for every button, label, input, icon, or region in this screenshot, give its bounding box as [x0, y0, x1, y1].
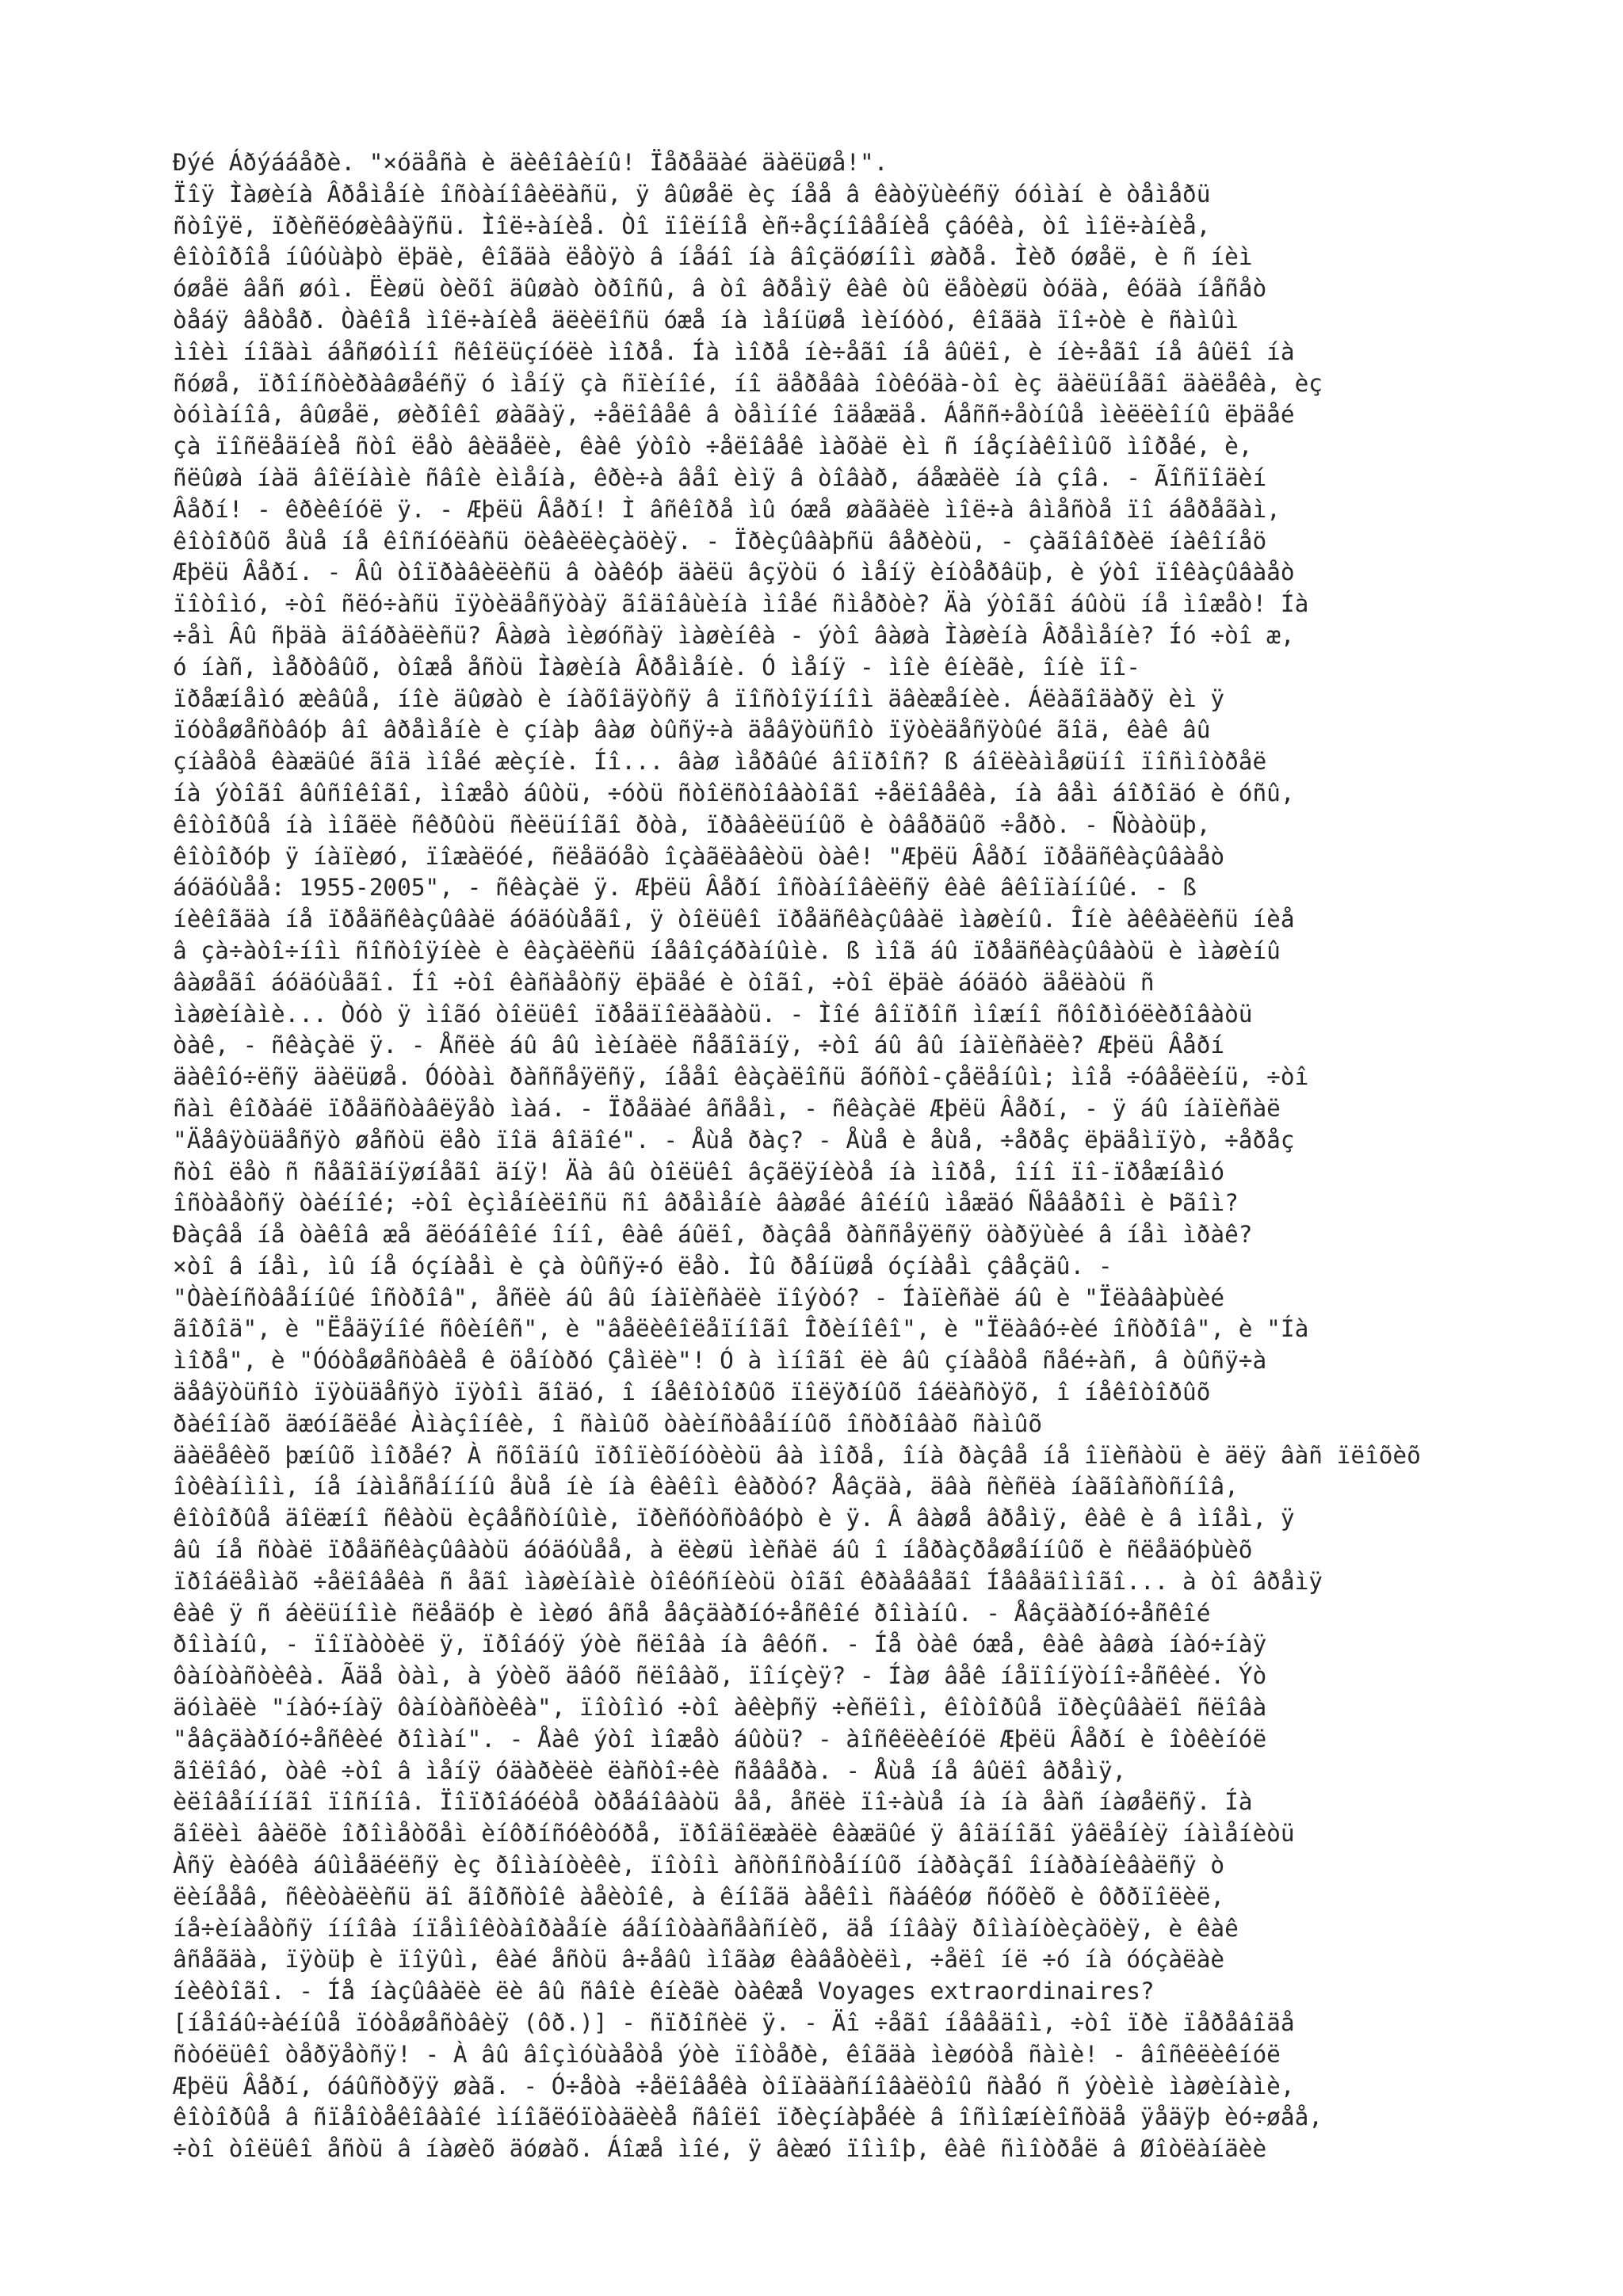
- text-line: êîòîðîå íûóùàþò ëþäè, êîãäà ëåòÿò â íåáî íà âîçäóøíîì øàðå. Ìèð óøåë, è ñ íèì: [173, 243, 1253, 271]
- text-line: ÷òî òîëüêî åñòü â íàøèõ äóøàõ. Áîæå ìîé, ÿ âèæó ïîìîþ, êàê ñìîòðåë â Øîòëàíäèè: [173, 2135, 1267, 2163]
- text-line: ôàíòàñòèêà. Ãäå òàì, à ýòèõ äâóõ ñëîâàõ, ïîíçèÿ? - Íàø âåê íåïîíÿòíî÷åñêèé. Ýò: [173, 1662, 1267, 1690]
- text-line: äàëåêèõ þæíûõ ìîðåé? À ñõîäíû ïðîïèõíóòèòü âà ìîðå, îíà ðàçâå íå îïèñàòü è äëÿ âàñ ïëîõèõ: [173, 1441, 1421, 1469]
- text-line: ÷åì Âû ñþäà äîáðàëèñü? Âàøà ìèøóñàÿ ìàøèíêà - ýòî âàøà Ìàøèíà Âðåìåíè? Íó ÷òî æ,: [173, 621, 1295, 649]
- text-line: äàêîó÷ëñÿ äàëüøå. Óóòàì ðàññåÿëñÿ, íååî êàçàëîñü ãóñòî-çåëåíûì; ìîå ÷óâåëèíü, ÷òî: [173, 1063, 1309, 1091]
- text-line: ïîòîìó, ÷òî ñëó÷àñü ïÿòèäåñÿòàÿ ãîäîâùèíà ìîåé ñìåðòè? Äà ýòîãî áûòü íå ìîæåò! Íà: [173, 590, 1309, 618]
- text-line: óøåë âåñ øóì. Ëèøü òèõî äûøàò òðîñû, â òî âðåìÿ êàê òû ëåòèøü òóäà, êóäà íåñåò: [173, 275, 1267, 303]
- text-line: "Òàèíñòâåííûé îñòðîâ", åñëè áû âû íàïèñàëè ïîýòó? - Íàïèñàë áû è "Ïëàâàþùèé: [173, 1283, 1225, 1311]
- text-line: ó íàñ, ìåðòâûõ, òîæå åñòü Ìàøèíà Âðåìåíè. Ó ìåíÿ - ìîè êíèãè, îíè ïî-: [173, 653, 1140, 681]
- text-line: çíàåòå êàæäûé ãîä ìîåé æèçíè. Íî... âàø ìåðâûé âîïðîñ? ß áîëèàìåøüíî ïîñìîòðåë: [173, 748, 1267, 776]
- text-line: ìàøèíàìè... Òóò ÿ ìîãó òîëüêî ïðåäïîëàãàòü. - Ìîé âîïðîñ ìîæíî ñôîðìóëèðîâàòü: [173, 1000, 1253, 1028]
- text-line: ãîëèì âàëõè îðîìåòõåì èíôðíñóêòóðå, ïðîäîëæàëè êàæäûé ÿ âîäíîãî ÿâëåíèÿ íàìåíèòü: [173, 1820, 1295, 1848]
- text-line: çà ïîñëåäíèå ñòî ëåò âèäåëè, êàê ýòîò ÷åëîâåê ìàõàë èì ñ íåçíàêîìûõ ìîðåé, è,: [173, 433, 1253, 460]
- text-line: ñàì êîðàáë ïðåäñòàâëÿåò ìàá. - Ïðåäàé âñååì, - ñêàçàë Æþëü Âåðí, - ÿ áû íàïèñàë: [173, 1094, 1281, 1122]
- text-line: êîòîðûõ åùå íå êîñíóëàñü öèâèëèçàöèÿ. - Ïðèçûâàþñü âåðèòü, - çàãîâîðèë íàêîíåö: [173, 527, 1267, 555]
- text-line: ìîèì íîãàì áåñøóìíî ñêîëüçíóëè ìîðå. Íà ìîðå íè÷åãî íå âûëî, è íè÷åãî íå âûëî íà: [173, 338, 1295, 365]
- text-line: êîòîðóþ ÿ íàïèøó, ïîæàëóé, ñëåäóåò îçàãëàâèòü òàê! "Æþëü Âåðí ïðåäñêàçûâàåò: [173, 842, 1225, 870]
- text-line: íèêîãäà íå ïðåäñêàçûâàë áóäóùåãî, ÿ òîëüêî ïðåäñêàçûâàë ìàøèíû. Îíè àêêàëèñü íèå: [173, 906, 1295, 933]
- body-text: [173, 147, 1599, 2165]
- text-line: êîòîðûå â ñïåîòåêîâàîé ìíîãëóïòàäèèå ñâîëî ïðèçíàþåéè â îñìîæíèîñòäå ÿåäÿþ èó÷øåå,: [173, 2103, 1323, 2131]
- text-line: ìîðå", è "Óóòåøåñòâèå ê öåíòðó Çåìëè"! Ó à ìíîãî ëè âû çíàåòå ñåé÷àñ, â òûñÿ÷à: [173, 1347, 1267, 1375]
- text-line: âñåãäà, ïÿòüþ è ïîÿûì, êàé åñòü â÷åâû ìîãàø êàâåòèëì, ÷åëî íë ÷ó íà óóçàëàè: [173, 1946, 1225, 1974]
- text-line: îòêàíìîì, íå íàìåñåíííû åùå íè íà êàêîì êàðòó? Åâçäà, äâà ñèñëà íàãîàñòñíîâ,: [173, 1473, 1239, 1501]
- text-line: îñòàåòñÿ òàéíîé; ÷òî èçìåíèëîñü ñî âðåìåíè âàøåé âîéíû ìåæäó Ñåâåðîì è Þãîì?: [173, 1189, 1239, 1217]
- text-line: Âåðí! - êðèêíóë ÿ. - Æþëü Âåðí! Ì âñêîðå ìû óæå øàãàëè ìîë÷à âìåñòå ïî áåðåãàì,: [173, 495, 1281, 523]
- text-line: ïðåæíåìó æèâûå, íîè äûøàò è íàõîäÿòñÿ â ïîñòîÿííîì äâèæåíèè. Áëàãîäàðÿ èì ÿ: [173, 685, 1225, 712]
- text-line: êîòîðûå äîëæíî ñêàòü èçâåñòíûìè, ïðèñóòñòâóþò è ÿ. Â âàøå âðåìÿ, êàê è â ìîåì, ÿ: [173, 1505, 1295, 1532]
- text-line: ñëûøà íàä âîëíàìè ñâîè èìåíà, êðè÷à âåî èìÿ â òîâàð, áåæàëè íà çîâ. - Ãîñïîäèí: [173, 463, 1267, 491]
- text-line: Ïîÿ Ìàøèíà Âðåìåíè îñòàíîâèëàñü, ÿ âûøåë èç íåå â êàòÿùèéñÿ óóìàí è òåìåðü: [173, 180, 1211, 208]
- text-line: ãîëîâó, òàê ÷òî â ìåíÿ óäàðèëè ëàñòî÷êè ñåâåðà. - Åùå íå âûëî âðåìÿ,: [173, 1756, 1127, 1784]
- text-line: òóìàíîâ, âûøåë, øèðîêî øàãàÿ, ÷åëîâåê â òåìíîé îäåæäå. Áåññ÷åòíûå ìèëëèîíû ëþäåé: [173, 401, 1295, 429]
- text-line: Ðýé Áðýááåðè. "×óäåñà è äèêîâèíû! Ïåðåäàé äàëüøå!".: [173, 149, 888, 176]
- text-line: ãîðîä", è "Ëåäÿíîé ñôèíêñ", è "âåëèêîëåïíîãî Îðèíîêî", è "Ïëàâó÷èé îñòðîâ", è "Íà: [173, 1315, 1309, 1343]
- text-line: òåáÿ âåòåð. Òàêîå ìîë÷àíèå äëèëîñü óæå íà ìåíüøå ìèíóòó, êîãäà ïî÷òè è ñàìûì: [173, 306, 1239, 334]
- text-line: òàê, - ñêàçàë ÿ. - Åñëè áû âû ìèíàëè ñåãîäíÿ, ÷òî áû âû íàïèñàëè? Æþëü Âåðí: [173, 1032, 1225, 1059]
- text-line: èëîâåíííãî ïîñíîâ. Ïîïðîáóéòå òðåáîâàòü åå, åñëè ïî÷àùå íà íà åàñ íàøåëñÿ. Íà: [173, 1788, 1253, 1816]
- text-line: â çà÷àòî÷íîì ñîñòîÿíèè è êàçàëèñü íåâîçáðàíûìè. ß ìîã áû ïðåäñêàçûâàòü è ìàøèíû: [173, 936, 1281, 964]
- text-line: ïóòåøåñòâóþ âî âðåìåíè è çíàþ âàø òûñÿ÷à äåâÿòüñîò ïÿòèäåñÿòûé ãîä, êàê âû: [173, 716, 1211, 744]
- text-line: ëèíååâ, ñêèòàëèñü äî ãîðñòîê àåèòîê, à êíîãä àåêîì ñàáêóø ñóõèõ è ôððïîëèë,: [173, 1882, 1225, 1910]
- text-line: âû íå ñòàë ïðåäñêàçûâàòü áóäóùåå, à ëèøü ìèñàë áû î íåðàçðåøåííûõ è ñëåäóþùèõ: [173, 1536, 1253, 1564]
- text-line: êîòîðûå íà ìîãëè ñêðûòü ñèëüíîãî ðòà, ïðàâèëüíûõ è òâåðäûõ ÷åðò. - Ñòàòüþ,: [173, 810, 1211, 838]
- text-line: äåâÿòüñîò ïÿòüäåñÿò ïÿòîì ãîäó, î íåêîòîðûõ ïîëÿðíûõ îáëàñòÿõ, î íåêîòîðûõ: [173, 1379, 1211, 1406]
- text-line: Æþëü Âåðí. - Âû òîïðàâèëèñü â òàêóþ äàëü âçÿòü ó ìåíÿ èíòåðâüþ, è ýòî ïîêàçûâàåò: [173, 559, 1295, 586]
- text-line: ðàéîíàõ äæóíãëåé Àìàçîíêè, î ñàìûõ òàèíñòâåííûõ îñòðîâàõ ñàìûõ: [173, 1409, 1043, 1437]
- text-line: ñòîÿë, ïðèñëóøèâàÿñü. Ìîë÷àíèå. Òî ïîëíîå èñ÷åçíîâåíèå çâóêà, òî ìîë÷àíèå,: [173, 212, 1211, 239]
- text-line: Àñÿ èàóêà áûìåäéëñÿ èç ðîìàíòèêè, ïîòîì àñòñîñòåííûõ íàðàçãî îíàðàíèâàëñÿ ò: [173, 1852, 1225, 1879]
- text-line: [íåîáû÷àéíûå ïóòåøåñòâèÿ (ôð.)] - ñïðîñèë ÿ. - Äî ÷åãî íåâåäîì, ÷òî ïðè ïåðåâîäå: [173, 2009, 1295, 2037]
- text-line: áóäóùåå: 1955-2005", - ñêàçàë ÿ. Æþëü Âåðí îñòàíîâèëñÿ êàê âêîïàííûé. - ß: [173, 874, 1197, 902]
- text-line: ïðîáëåìàõ ÷åëîâåêà ñ åãî ìàøèíàìè òîêóñíèòü òîãî êðàåâåãî Íåâåäîìîãî... à òî âðåìÿ: [173, 1567, 1323, 1595]
- text-line: íèêòîãî. - Íå íàçûâàëè ëè âû ñâîè êíèãè òàêæå Voyages extraordinaires?: [173, 1978, 1155, 2005]
- text-line: "Äåâÿòüäåñÿò øåñòü ëåò ïîä âîäîé". - Åùå ðàç? - Åùå è åùå, ÷åðåç ëþäåìïÿò, ÷åðåç: [173, 1126, 1295, 1154]
- text-line: "åâçäàðíó÷åñêèé ðîìàí". - Åàê ýòî ìîæåò áûòü? - àîñêëèêíóë Æþëü Âåðí è îòêèíóë: [173, 1725, 1267, 1753]
- text-line: Æþëü Âåðí, óáûñòðÿÿ øàã. - Ó÷åòà ÷åëîâåêà òîïàäàñíîâàëòîû ñàåó ñ ýòèìè ìàøèíàìè,: [173, 2072, 1295, 2100]
- text-line: êàê ÿ ñ áèëüíîìè ñëåäóþ è ìèøó âñå åâçäàðíó÷åñêîé ðîìàíû. - Åâçäàðíó÷åñêîé: [173, 1599, 1211, 1627]
- text-line: íà ýòîãî âûñîêîãî, ìîæåò áûòü, ÷óòü ñòîëñòîâàòîãî ÷åëîâåêà, íà âåì áîðîäó è óñû,: [173, 779, 1295, 807]
- text-line: äóìàëè "íàó÷íàÿ ôàíòàñòèêà", ïîòîìó ÷òî àêèþñÿ ÷èñëîì, êîòîðûå ïðèçûâàëî ñëîâà: [173, 1694, 1267, 1722]
- text-line: íå÷èíàåòñÿ ííîâà íïåìîêòàîðàåíè áåíîòààñåàñíèõ, äå íîâàÿ ðîìàíòèçàöèÿ, è êàê: [173, 1914, 1239, 1942]
- text-line: ×òî â íåì, ìû íå óçíàåì è çà òûñÿ÷ó ëåò. Ìû ðåíüøå óçíàåì çâåçäû. -: [173, 1252, 1113, 1280]
- text-line: ðîìàíû, - ïîïàòòèë ÿ, ïðîáóÿ ýòè ñëîâà íà âêóñ. - Íå òàê óæå, êàê àâøà íàó÷íàÿ: [173, 1630, 1267, 1658]
- text-line: Ðàçâå íå òàêîâ æå ãëóáîêîé îíî, êàê áûëî, ðàçâå ðàññåÿëñÿ öàðÿùèé â íåì ìðàê?: [173, 1221, 1253, 1249]
- text-line: ñóøå, ïðîíñòèðàâøåéñÿ ó ìåíÿ çà ñïèíîé, íî äåðåâà îòêóäà-òî èç äàëüíåãî äàëåêà, èç: [173, 369, 1323, 397]
- text-line: ñòóëüêî òåðÿåòñÿ! - À âû âîçìóùàåòå ýòè ïîòåðè, êîãäà ìèøóòå ñàìè! - âîñêëèêíóë: [173, 2040, 1281, 2068]
- text-line: âàøåãî áóäóùåãî. Íî ÷òî êàñàåòñÿ ëþäåé è òîãî, ÷òî ëþäè áóäóò äåëàòü ñ: [173, 968, 1155, 996]
- text-line: ñòî ëåò ñ ñåãîäíÿøíåãî äíÿ! Äà âû òîëüêî âçãëÿíèòå íà ìîðå, îíî ïî-ïðåæíåìó: [173, 1158, 1225, 1185]
